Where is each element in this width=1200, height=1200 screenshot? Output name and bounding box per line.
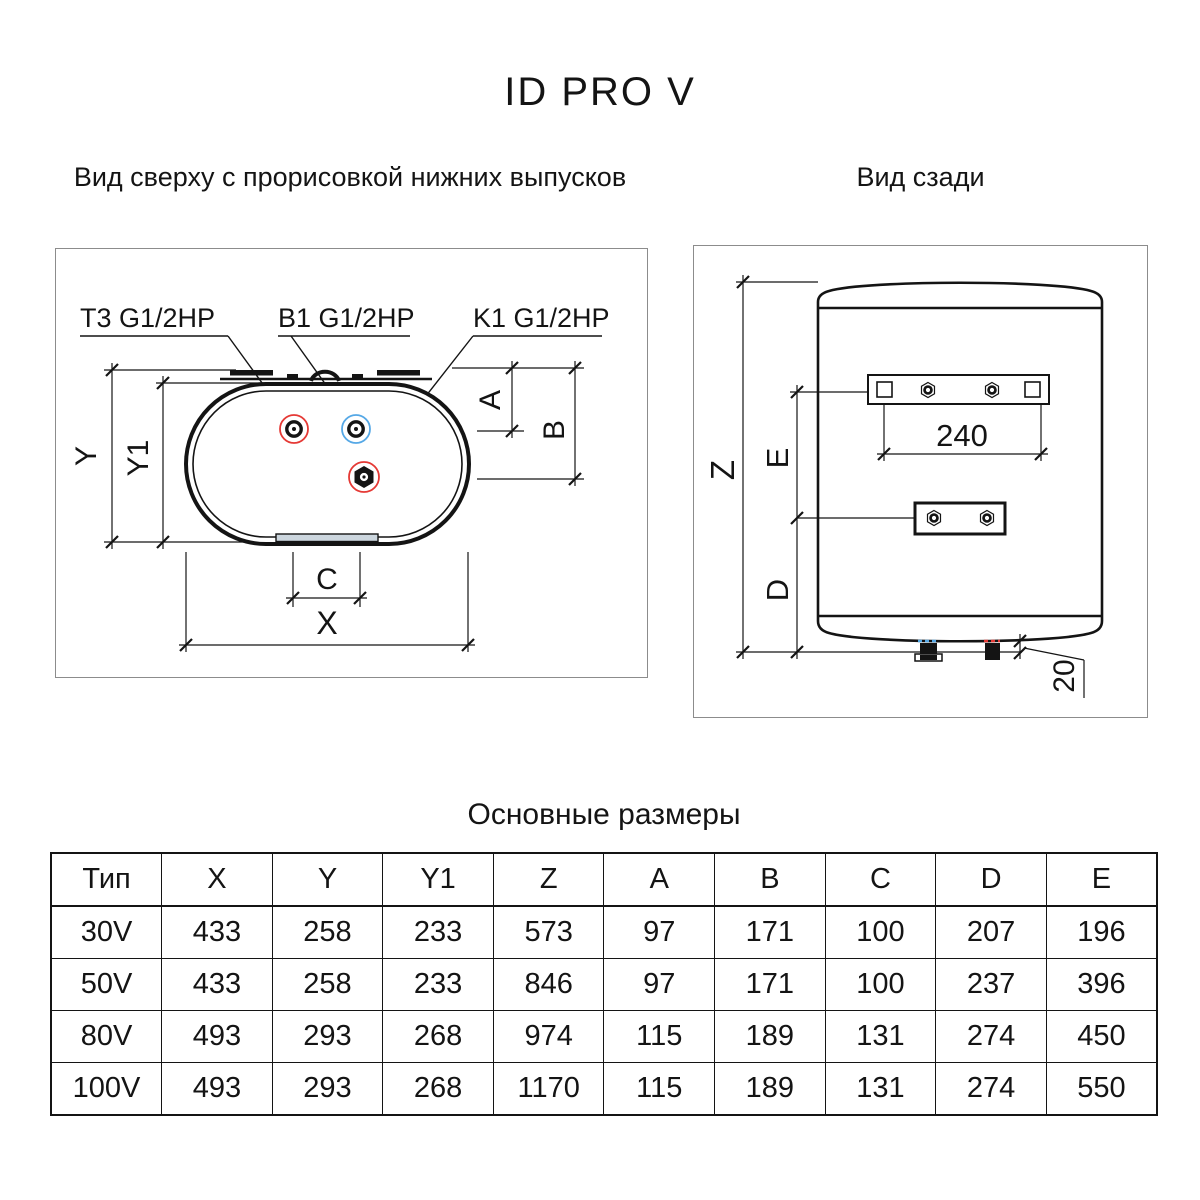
bottom-clearance-value: 20 — [1048, 659, 1081, 693]
table-row — [51, 906, 1157, 959]
table-cell: 115 — [604, 1063, 715, 1116]
table-row — [51, 959, 1157, 1011]
table-title: Основные размеры — [467, 798, 741, 831]
table-cell: 97 — [604, 959, 715, 1011]
table-cell: 846 — [493, 959, 604, 1011]
table-header-cell: Z — [493, 853, 604, 906]
hot-water-pipe — [984, 641, 1000, 660]
table-cell: 171 — [715, 906, 826, 959]
back-view-caption: Вид сзади — [856, 162, 985, 192]
table-cell: 396 — [1046, 959, 1157, 1011]
table-row — [51, 1011, 1157, 1063]
dim-label-d: D — [760, 578, 795, 602]
table-cell: 80V — [51, 1011, 162, 1063]
table-cell: 115 — [604, 1011, 715, 1063]
table-header-cell: X — [162, 853, 273, 906]
table-cell: 293 — [272, 1011, 383, 1063]
table-header-cell: C — [825, 853, 936, 906]
dim-label-a: A — [474, 389, 507, 411]
dim-label-b: B — [538, 419, 571, 441]
dimensions-table — [50, 852, 1158, 1116]
table-cell: 233 — [383, 959, 494, 1011]
dim-label-z: Z — [704, 459, 741, 481]
port-t3 — [280, 415, 308, 443]
table-cell: 100 — [825, 959, 936, 1011]
table-cell: 258 — [272, 906, 383, 959]
table-cell: 274 — [936, 1011, 1047, 1063]
table-cell: 100V — [51, 1063, 162, 1116]
tank-top-outline — [186, 384, 469, 544]
port-b1 — [342, 415, 370, 443]
table-cell: 550 — [1046, 1063, 1157, 1116]
back-view-drawing — [693, 245, 1148, 718]
port-label-t3: T3 G1/2HP — [80, 303, 216, 333]
bottom-plate — [276, 534, 378, 542]
table-header-cell: D — [936, 853, 1047, 906]
table-cell: 171 — [715, 959, 826, 1011]
table-cell: 1170 — [493, 1063, 604, 1116]
table-header-cell: Y1 — [383, 853, 494, 906]
table-cell: 237 — [936, 959, 1047, 1011]
bracket-spacing-value: 240 — [936, 418, 988, 453]
page-title: ID PRO V — [504, 70, 696, 114]
table-cell: 493 — [162, 1011, 273, 1063]
square-hole-right — [1025, 382, 1040, 397]
table-cell: 493 — [162, 1063, 273, 1116]
table-header-cell: Y — [272, 853, 383, 906]
table-cell: 196 — [1046, 906, 1157, 959]
table-cell: 293 — [272, 1063, 383, 1116]
dim-label-x: X — [316, 605, 338, 641]
table-row — [51, 1063, 1157, 1116]
mount-bracket-profile — [220, 370, 432, 381]
table-header-cell: B — [715, 853, 826, 906]
dim-label-y: Y — [70, 445, 103, 467]
table-cell: 258 — [272, 959, 383, 1011]
table-cell: 131 — [825, 1011, 936, 1063]
table-cell: 30V — [51, 906, 162, 959]
table-cell: 50V — [51, 959, 162, 1011]
table-header-cell: E — [1046, 853, 1157, 906]
table-cell: 573 — [493, 906, 604, 959]
table-header-cell: Тип — [51, 853, 162, 906]
heater-body — [818, 283, 1102, 642]
dim-label-y1: Y1 — [122, 439, 155, 477]
table-cell: 189 — [715, 1063, 826, 1116]
top-view-caption: Вид сверху с прорисовкой нижних выпусков — [73, 162, 627, 192]
middle-mounting-plate — [798, 503, 1005, 534]
table-cell: 268 — [383, 1063, 494, 1116]
table-cell: 268 — [383, 1011, 494, 1063]
dim-label-e: E — [760, 447, 795, 469]
table-header-cell: A — [604, 853, 715, 906]
top-view-drawing — [55, 248, 648, 678]
square-hole-left — [877, 382, 892, 397]
port-label-k1: K1 G1/2HP — [473, 303, 610, 333]
back-view-dimensions — [736, 275, 1084, 698]
table-cell: 189 — [715, 1011, 826, 1063]
table-cell: 450 — [1046, 1011, 1157, 1063]
table-cell: 233 — [383, 906, 494, 959]
table-cell: 974 — [493, 1011, 604, 1063]
table-cell: 207 — [936, 906, 1047, 959]
top-mounting-bar — [868, 375, 1049, 404]
table-cell: 131 — [825, 1063, 936, 1116]
port-label-b1: B1 G1/2HP — [278, 303, 415, 333]
cold-water-pipe — [915, 641, 942, 661]
table-cell: 97 — [604, 906, 715, 959]
dim-label-c: C — [316, 563, 338, 596]
table-cell: 433 — [162, 906, 273, 959]
table-cell: 100 — [825, 906, 936, 959]
table-header-row — [51, 853, 1157, 906]
table-cell: 274 — [936, 1063, 1047, 1116]
port-k1 — [349, 462, 379, 492]
table-cell: 433 — [162, 959, 273, 1011]
